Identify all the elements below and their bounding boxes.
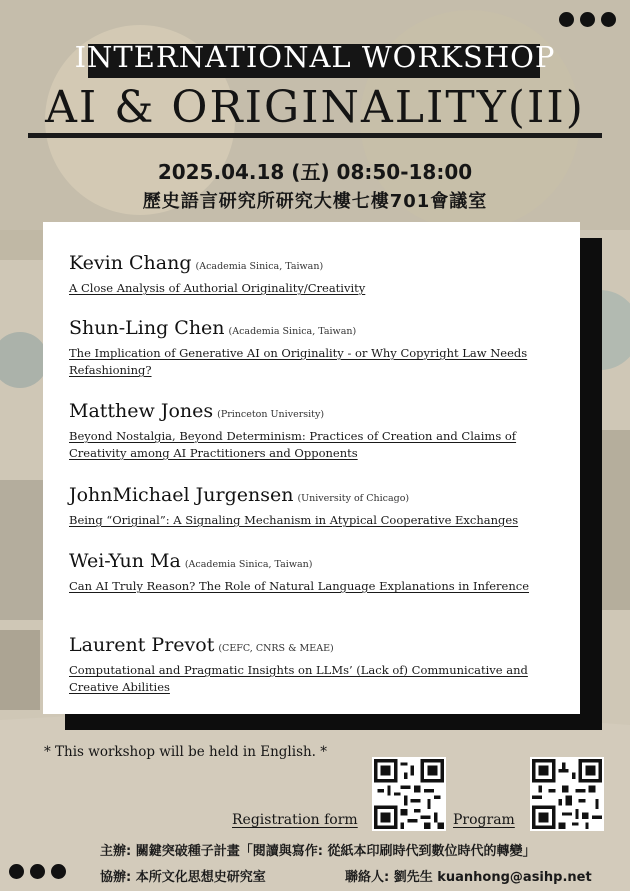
speaker-name: Shun-Ling Chen: [69, 317, 225, 339]
speaker-affiliation: (Academia Sinica, Taiwan): [184, 559, 313, 570]
talk-title: Computational and Pragmatic Insights on LLMs’ (Lack of) Communicative and Creative Abilities: [69, 663, 528, 694]
talk-title: Beyond Nostalgia, Beyond Determinism: Practices of Creation and Claims of Creativity among AI Practitioners and Opponents: [69, 429, 517, 460]
decorative-dots-top-icon: [559, 12, 616, 27]
workshop-label: INTERNATIONAL WORKSHOP: [74, 40, 556, 74]
speaker-panel: [43, 222, 580, 714]
speaker-item: [69, 550, 569, 595]
speaker-name: Laurent Prevot: [69, 634, 215, 656]
program-qr-code-icon[interactable]: [530, 757, 604, 831]
page-title: AI & ORIGINALITY(II): [45, 82, 585, 133]
co-organizer-text: 協辦: 本所文化思想史研究室: [100, 870, 266, 885]
speaker-item: [69, 634, 569, 696]
contact-text: 聯絡人: 劉先生 kuanhong@asihp.net: [345, 870, 592, 885]
speaker-name: Kevin Chang: [69, 252, 192, 274]
program-link[interactable]: Program: [453, 812, 515, 828]
talk-title: The Implication of Generative AI on Originality - or Why Copyright Law Needs Refashioning?: [69, 346, 528, 377]
registration-qr-code-icon[interactable]: [372, 757, 446, 831]
speaker-item: [69, 317, 569, 379]
speaker-item: [69, 400, 569, 462]
talk-title: Can AI Truly Reason? The Role of Natural Language Explanations in Inference: [69, 579, 530, 593]
talk-title: Being “Original”: A Signaling Mechanism in Atypical Cooperative Exchanges: [69, 513, 519, 527]
event-date: 2025.04.18 (五) 08:50-18:00: [157, 160, 473, 184]
event-venue: 歷史語言研究所研究大樓七樓701會議室: [142, 191, 488, 212]
organizer-text: 主辦: 關鍵突破種子計畫「閱讀與寫作: 從紙本印刷時代到數位時代的轉變」: [100, 844, 536, 859]
language-note: * This workshop will be held in English. *: [44, 744, 328, 760]
speaker-item: [69, 484, 569, 529]
decorative-dots-bottom-icon: [9, 864, 66, 879]
talk-title: A Close Analysis of Authorial Originality/Creativity: [69, 281, 366, 295]
speaker-affiliation: (CEFC, CNRS & MEAE): [218, 643, 334, 654]
speaker-name: Matthew Jones: [69, 400, 214, 422]
speaker-item: [69, 252, 569, 297]
registration-form-link[interactable]: Registration form: [232, 812, 358, 828]
speaker-affiliation: (University of Chicago): [297, 493, 410, 504]
speaker-name: JohnMichael Jurgensen: [69, 484, 294, 506]
speaker-affiliation: (Princeton University): [217, 409, 325, 420]
speaker-affiliation: (Academia Sinica, Taiwan): [195, 261, 324, 272]
speaker-name: Wei-Yun Ma: [69, 550, 181, 572]
speaker-affiliation: (Academia Sinica, Taiwan): [228, 326, 357, 337]
title-underline: [28, 133, 602, 138]
